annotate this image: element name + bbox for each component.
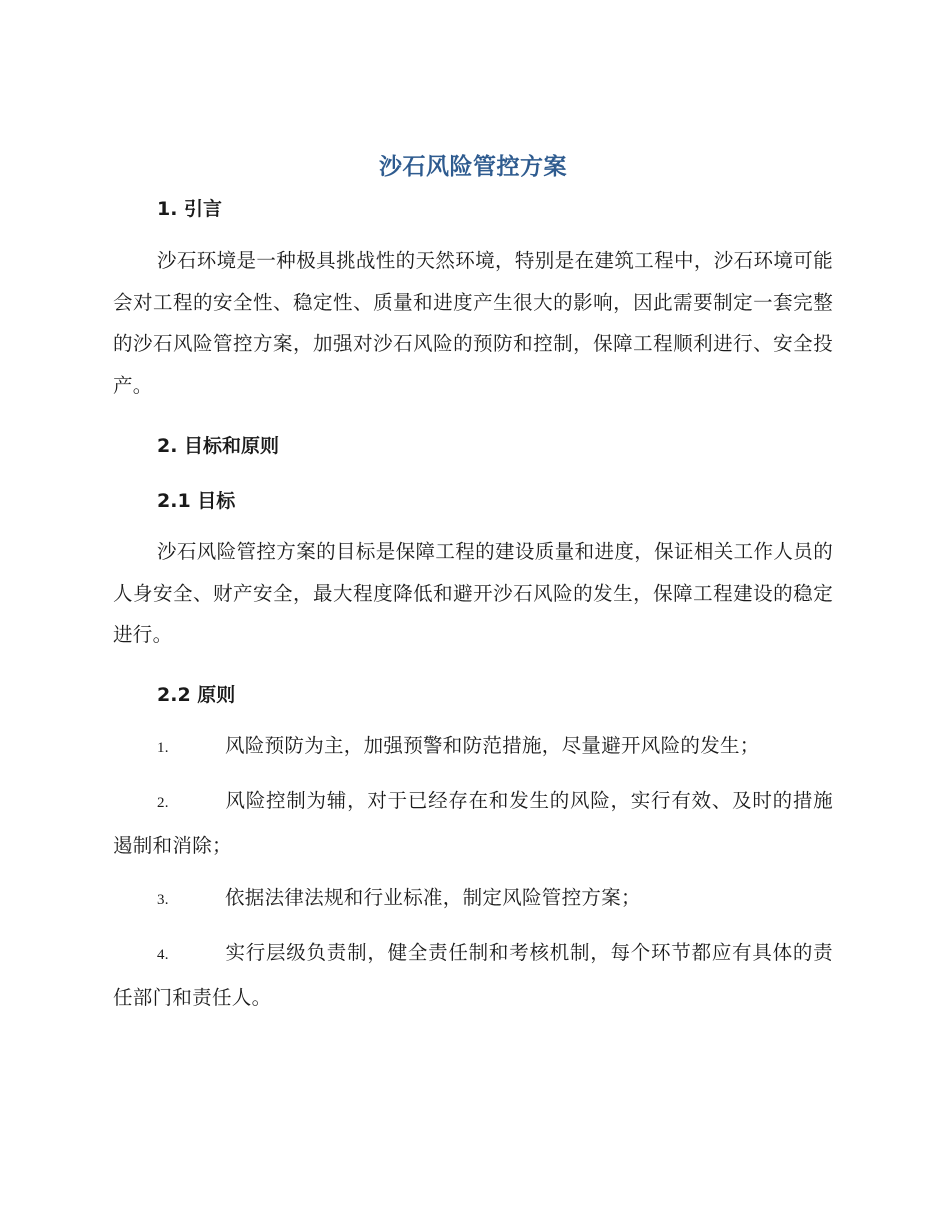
list-number: 1.: [157, 740, 169, 756]
list-item: [113, 877, 833, 922]
list-text: 风险预防为主，加强预警和防范措施，尽量避开风险的发生；: [225, 734, 760, 757]
subsection-heading-goal: 2.1 目标: [157, 490, 236, 512]
list-number: 3.: [157, 892, 169, 908]
section-heading-goals: 2. 目标和原则: [157, 435, 280, 457]
subsection-heading-principles: 2.2 原则: [157, 684, 236, 706]
list-number: 2.: [157, 795, 169, 811]
document-title: 沙石风险管控方案: [379, 154, 567, 180]
list-item: [113, 725, 833, 770]
list-text: 依据法律法规和行业标准，制定风险管控方案；: [225, 886, 641, 909]
list-item: [113, 932, 833, 1018]
list-text: 实行层级负责制，健全责任制和考核机制，每个环节都应有具体的责任部门和责任人。: [113, 941, 833, 1009]
list-text: 风险控制为辅，对于已经存在和发生的风险，实行有效、及时的措施遏制和消除；: [113, 789, 833, 857]
list-number: 4.: [157, 947, 169, 963]
intro-paragraph: 沙石环境是一种极具挑战性的天然环境，特别是在建筑工程中，沙石环境可能会对工程的安全性、稳定性、质量和进度产生很大的影响，因此需要制定一套完整的沙石风险管控方案，加强对沙石风险的预防和控制，保障工程顺利进行、安全投产。: [113, 249, 833, 397]
section-heading-intro: 1. 引言: [157, 198, 223, 220]
list-item: [113, 780, 833, 866]
goal-paragraph: 沙石风险管控方案的目标是保障工程的建设质量和进度，保证相关工作人员的人身安全、财产安全，最大程度降低和避开沙石风险的发生，保障工程建设的稳定进行。: [113, 540, 833, 646]
